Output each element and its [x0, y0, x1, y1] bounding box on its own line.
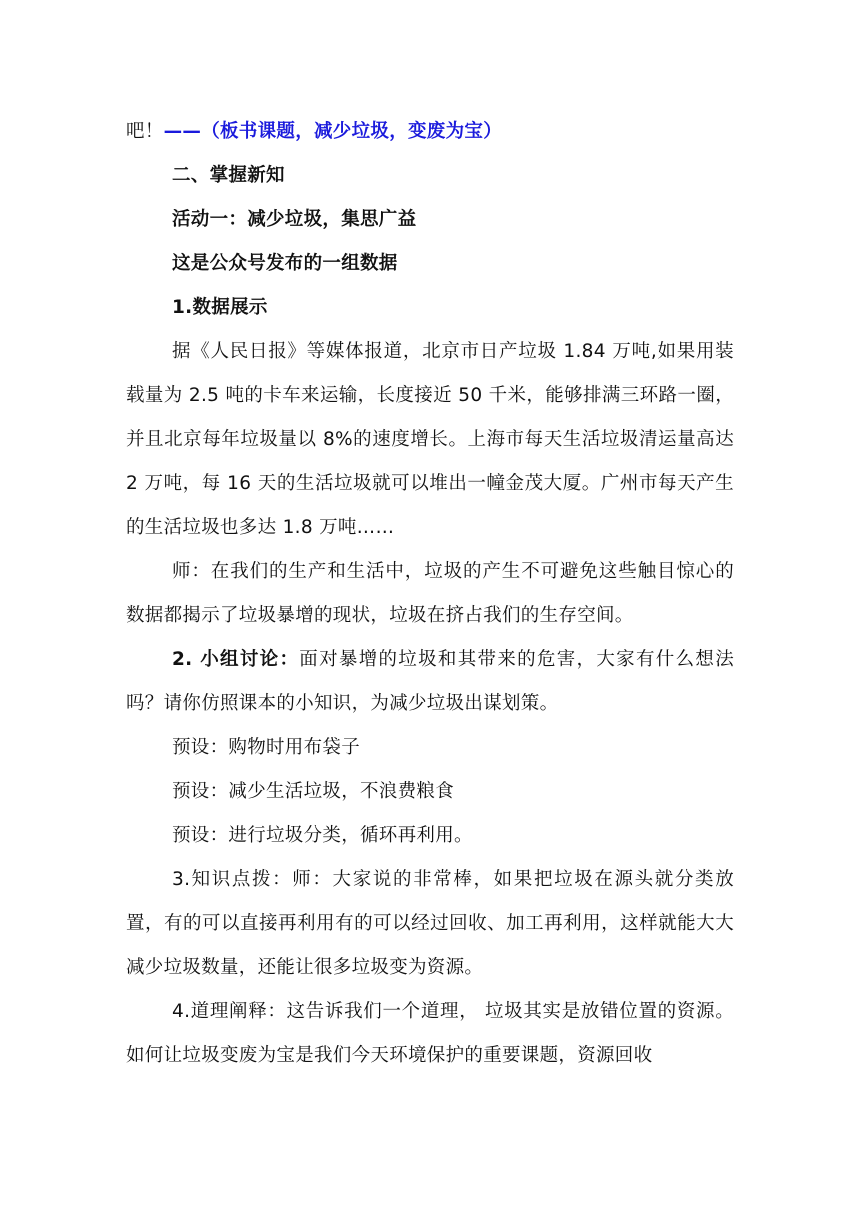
step2-text: 面对暴增的垃圾和其带来的危害，大家有什么想法吗？请你仿照课本的小知识，为减少垃圾出谋划策。 — [126, 649, 734, 714]
preset-item: 预设：进行垃圾分类，循环再利用。 — [172, 825, 473, 846]
intro-line — [126, 110, 734, 154]
document-body — [126, 110, 734, 1078]
step3-paragraph: 3.知识点拨：师：大家说的非常棒，如果把垃圾在源头就分类放置，有的可以直接再利用有的可以经过回收、加工再利用，这样就能大大减少垃圾数量，还能让很多垃圾变为资源。 — [126, 869, 734, 978]
teacher-paragraph: 师：在我们的生产和生活中，垃圾的产生不可避免这些触目惊心的数据都揭示了垃圾暴增的现状，垃圾在挤占我们的生存空间。 — [126, 561, 734, 626]
step4-paragraph: 4.道理阐释：这告诉我们一个道理， 垃圾其实是放错位置的资源。如何让垃圾变废为宝是我们今天环境保护的重要课题，资源回收 — [126, 1001, 734, 1066]
section-title: 二、掌握新知 — [172, 165, 285, 186]
preset-item: 预设：购物时用布袋子 — [172, 737, 361, 758]
step1-title: 1.数据展示 — [172, 297, 268, 318]
preset-item: 预设：减少生活垃圾，不浪费粮食 — [172, 781, 455, 802]
blackboard-title-note: ——（板书课题，减少垃圾，变废为宝） — [163, 121, 503, 142]
intro-lead: 吧！ — [126, 121, 164, 142]
activity-title: 活动一：减少垃圾，集思广益 — [172, 209, 417, 230]
step2-label: 2. 小组讨论： — [172, 649, 300, 670]
step1-paragraph: 据《人民日报》等媒体报道，北京市日产垃圾 1.84 万吨,如果用装载量为 2.5 吨的卡车来运输，长度接近 50 千米，能够排满三环路一圈，并且北京每年垃圾量以 8%的速度增长。上海市每天生活垃圾清运量高达 2 万吨，每 16 天的生活垃圾就可以堆出一幢金茂大厦。广州市每天产生的生活垃圾也多达 1.8 万吨…… — [126, 341, 734, 538]
step2-paragraph — [126, 638, 734, 726]
data-intro: 这是公众号发布的一组数据 — [172, 253, 398, 274]
